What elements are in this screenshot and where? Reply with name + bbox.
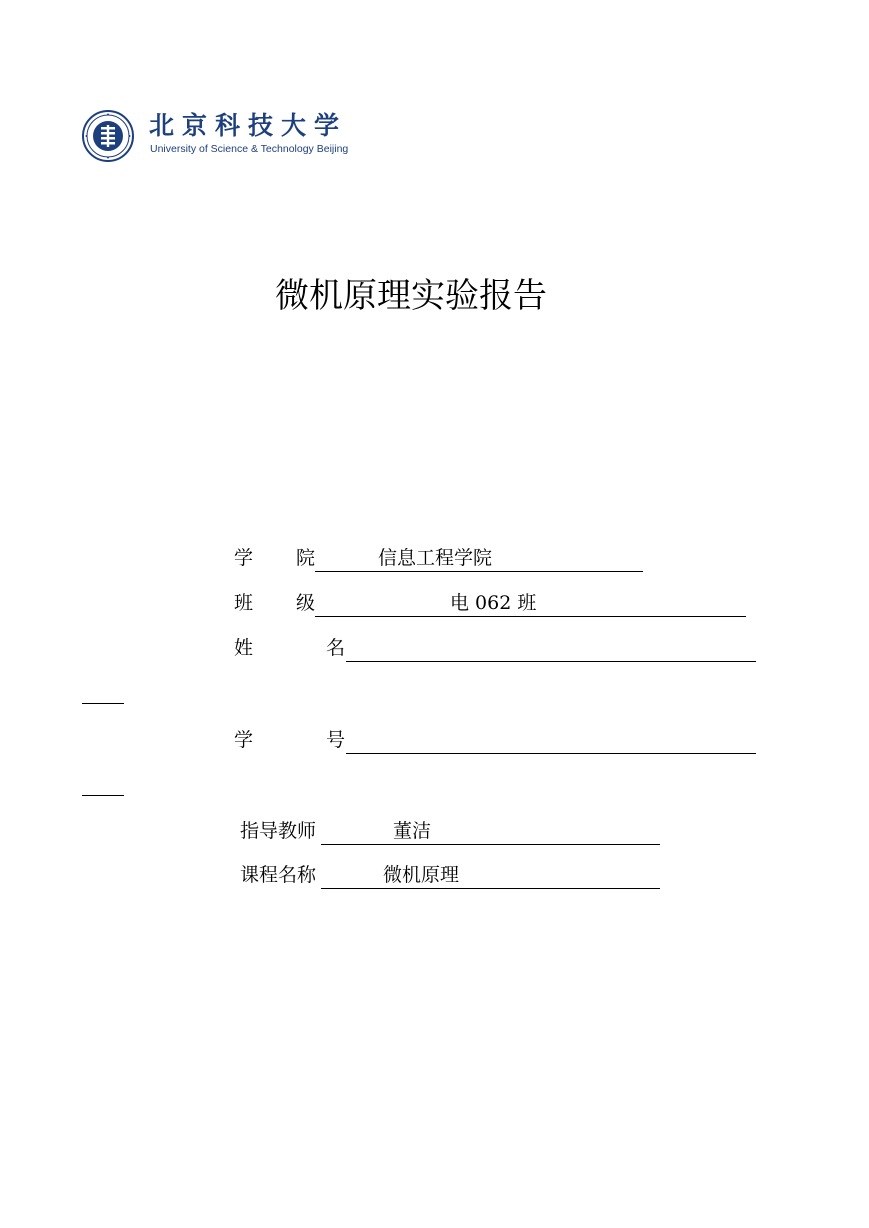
class-label-a: 班 xyxy=(234,592,254,614)
college-row xyxy=(234,545,654,571)
advisor-value: 董洁 xyxy=(393,820,432,842)
name-label-b: 名 xyxy=(326,637,346,659)
advisor-row xyxy=(240,818,670,844)
class-row xyxy=(234,590,754,616)
course-row xyxy=(240,862,670,888)
class-value: 电 062 班 xyxy=(450,592,537,614)
name-underline-continuation xyxy=(82,703,124,704)
college-value: 信息工程学院 xyxy=(378,547,493,569)
course-value: 微机原理 xyxy=(383,864,460,886)
student-id-row xyxy=(234,727,764,753)
university-seal-icon xyxy=(82,110,134,162)
course-underline xyxy=(321,862,660,889)
student-id-label-b: 号 xyxy=(326,729,346,751)
class-label-b: 级 xyxy=(296,592,316,614)
student-id-label-a: 学 xyxy=(234,729,254,751)
university-name-en: University of Science & Technology Beijing xyxy=(150,143,349,155)
student-id-underline xyxy=(346,727,756,754)
advisor-underline xyxy=(321,818,660,845)
college-label-a: 学 xyxy=(234,547,254,569)
advisor-label: 指导教师 xyxy=(240,820,317,842)
university-name-cn: 北京科技大学 xyxy=(149,111,348,140)
name-label-a: 姓 xyxy=(234,637,254,659)
report-title: 微机原理实验报告 xyxy=(275,276,547,316)
name-underline xyxy=(346,635,756,662)
student-id-underline-continuation xyxy=(82,795,124,796)
college-label-b: 院 xyxy=(296,547,316,569)
university-logo xyxy=(82,110,362,162)
course-label: 课程名称 xyxy=(240,864,317,886)
name-row xyxy=(234,635,764,661)
